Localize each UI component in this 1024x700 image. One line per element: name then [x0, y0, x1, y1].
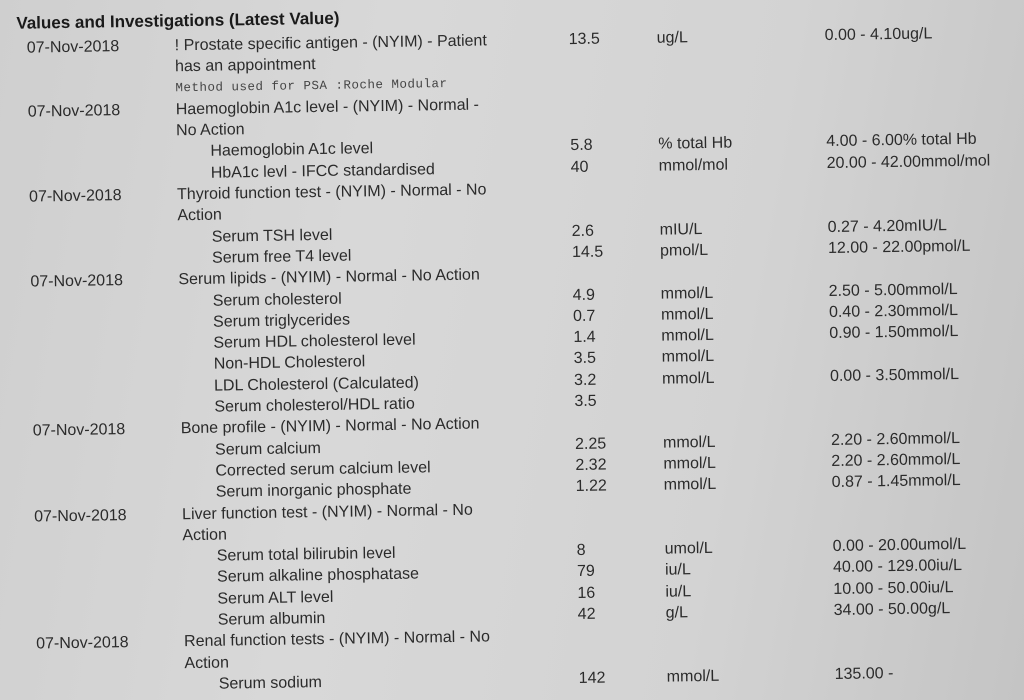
result-unit: mmol/L	[660, 305, 714, 324]
result-unit: % total Hb	[658, 135, 733, 154]
result-unit: mmol/L	[663, 454, 716, 473]
result-unit: mIU/L	[659, 220, 703, 239]
result-name: Serum calcium	[214, 439, 322, 459]
result-value: 5.8	[570, 137, 593, 155]
group-title: Renal function tests - (NYIM) - Normal - No	[183, 628, 491, 651]
result-name: Haemoglobin A1c level	[210, 140, 374, 161]
reference-range: 0.00 - 20.00umol/L	[832, 536, 967, 556]
result-name: LDL Cholesterol (Calculated)	[213, 374, 420, 395]
reference-range: 0.00 - 4.10ug/L	[824, 25, 933, 45]
result-value: 13.5	[568, 30, 600, 49]
result-value: 2.25	[574, 435, 607, 453]
reference-range: 2.20 - 2.60mmol/L	[831, 450, 961, 470]
result-value: 42	[577, 605, 596, 624]
reference-range: 2.20 - 2.60mmol/L	[830, 429, 961, 449]
result-date: 07-Nov-2018	[35, 634, 129, 653]
result-name: Serum ALT level	[217, 588, 334, 608]
result-date: 07-Nov-2018	[26, 38, 120, 57]
group-title: Action	[184, 654, 230, 672]
reference-range: 2.50 - 5.00mmol/L	[828, 280, 958, 300]
reference-range: 12.00 - 22.00pmol/L	[827, 237, 971, 257]
result-name: Serum triglycerides	[212, 311, 351, 331]
result-value: 3.5	[574, 392, 597, 411]
result-unit: ug/L	[656, 29, 688, 47]
result-name: Corrected serum calcium level	[215, 459, 431, 480]
result-name: Serum inorganic phosphate	[215, 480, 412, 501]
result-unit: umol/L	[664, 539, 713, 558]
result-unit: iu/L	[664, 561, 691, 580]
result-value: 14.5	[571, 243, 604, 262]
method-note: Method used for PSA :Roche Modular	[175, 76, 448, 95]
result-name: Serum sodium	[218, 673, 323, 693]
reference-range: 0.40 - 2.30mmol/L	[828, 301, 959, 321]
result-value: 3.5	[573, 350, 597, 368]
result-value: 3.2	[573, 371, 597, 389]
result-name: Serum free T4 level	[211, 247, 352, 267]
group-title: Bone profile - (NYIM) - Normal - No Action	[180, 415, 480, 438]
result-value: 4.9	[572, 286, 596, 304]
group-title: ! Prostate specific antigen - (NYIM) - Patient	[174, 32, 487, 55]
reference-range: 0.87 - 1.45mmol/L	[831, 472, 961, 492]
result-unit: mmol/L	[661, 326, 714, 345]
reference-range: 40.00 - 129.00iu/L	[832, 557, 963, 577]
result-name: Serum HDL cholesterol level	[213, 331, 416, 352]
result-unit: mmol/L	[661, 369, 715, 388]
result-unit: mmol/L	[666, 667, 720, 686]
result-value: 1.22	[575, 477, 607, 496]
result-unit: mmol/L	[660, 284, 714, 303]
group-title: Thyroid function test - (NYIM) - Normal - No	[176, 181, 487, 204]
group-title: has an appointment	[174, 56, 316, 76]
reference-range: 0.90 - 1.50mmol/L	[829, 323, 959, 343]
result-value: 0.7	[572, 307, 596, 325]
group-title: Liver function test - (NYIM) - Normal - No	[181, 501, 473, 523]
group-title: Action	[182, 526, 228, 545]
result-unit: mmol/L	[663, 476, 717, 494]
group-title: Serum lipids - (NYIM) - Normal - No Action	[178, 266, 480, 289]
reference-range: 135.00 -	[834, 664, 894, 683]
result-name: Serum cholesterol	[212, 290, 342, 310]
result-value: 142	[578, 669, 606, 687]
investigation-group	[3, 171, 1024, 272]
result-name: Serum albumin	[217, 609, 326, 629]
result-date: 07-Nov-2018	[30, 272, 124, 291]
group-title: No Action	[175, 121, 245, 140]
reference-range: 4.00 - 6.00% total Hb	[826, 131, 977, 151]
result-name: Serum TSH level	[211, 226, 333, 246]
result-value: 2.6	[571, 222, 595, 240]
result-unit: g/L	[665, 604, 689, 622]
result-name: HbA1c levl - IFCC standardised	[210, 160, 435, 182]
result-value: 40	[570, 158, 589, 176]
result-unit: mmol/L	[661, 348, 715, 367]
reference-range: 0.00 - 3.50mmol/L	[829, 365, 960, 385]
result-name: Serum total bilirubin level	[216, 544, 396, 565]
result-value: 1.4	[573, 328, 596, 347]
result-date: 07-Nov-2018	[27, 102, 121, 121]
reference-range: 20.00 - 42.00mmol/mol	[826, 152, 991, 172]
result-name: Non-HDL Cholesterol	[213, 353, 366, 374]
investigation-group	[7, 405, 1024, 506]
result-value: 16	[577, 584, 596, 602]
reference-range: 10.00 - 50.00iu/L	[833, 578, 954, 598]
result-name: Serum alkaline phosphatase	[216, 565, 420, 587]
investigation-group	[2, 86, 1024, 187]
result-date: 07-Nov-2018	[32, 421, 126, 440]
reference-range: 0.27 - 4.20mIU/L	[827, 216, 947, 236]
reference-range: 34.00 - 50.00g/L	[833, 600, 951, 619]
group-title: Haemoglobin A1c level - (NYIM) - Normal -	[175, 96, 480, 119]
result-value: 79	[576, 563, 595, 581]
investigation-group	[8, 490, 1024, 634]
investigation-list	[1, 22, 1024, 698]
result-value: 2.32	[575, 456, 607, 474]
result-unit: pmol/L	[659, 241, 709, 260]
result-value: 8	[576, 541, 586, 560]
page-title: Values and Investigations (Latest Value)	[16, 8, 340, 33]
result-unit: iu/L	[665, 582, 692, 601]
investigation-group	[4, 256, 1024, 421]
result-unit: mmol/mol	[658, 156, 729, 175]
result-name: Serum cholesterol/HDL ratio	[214, 395, 415, 416]
result-date: 07-Nov-2018	[33, 506, 127, 526]
group-title: Action	[177, 206, 223, 225]
result-date: 07-Nov-2018	[28, 187, 122, 206]
result-unit: mmol/L	[662, 433, 716, 452]
